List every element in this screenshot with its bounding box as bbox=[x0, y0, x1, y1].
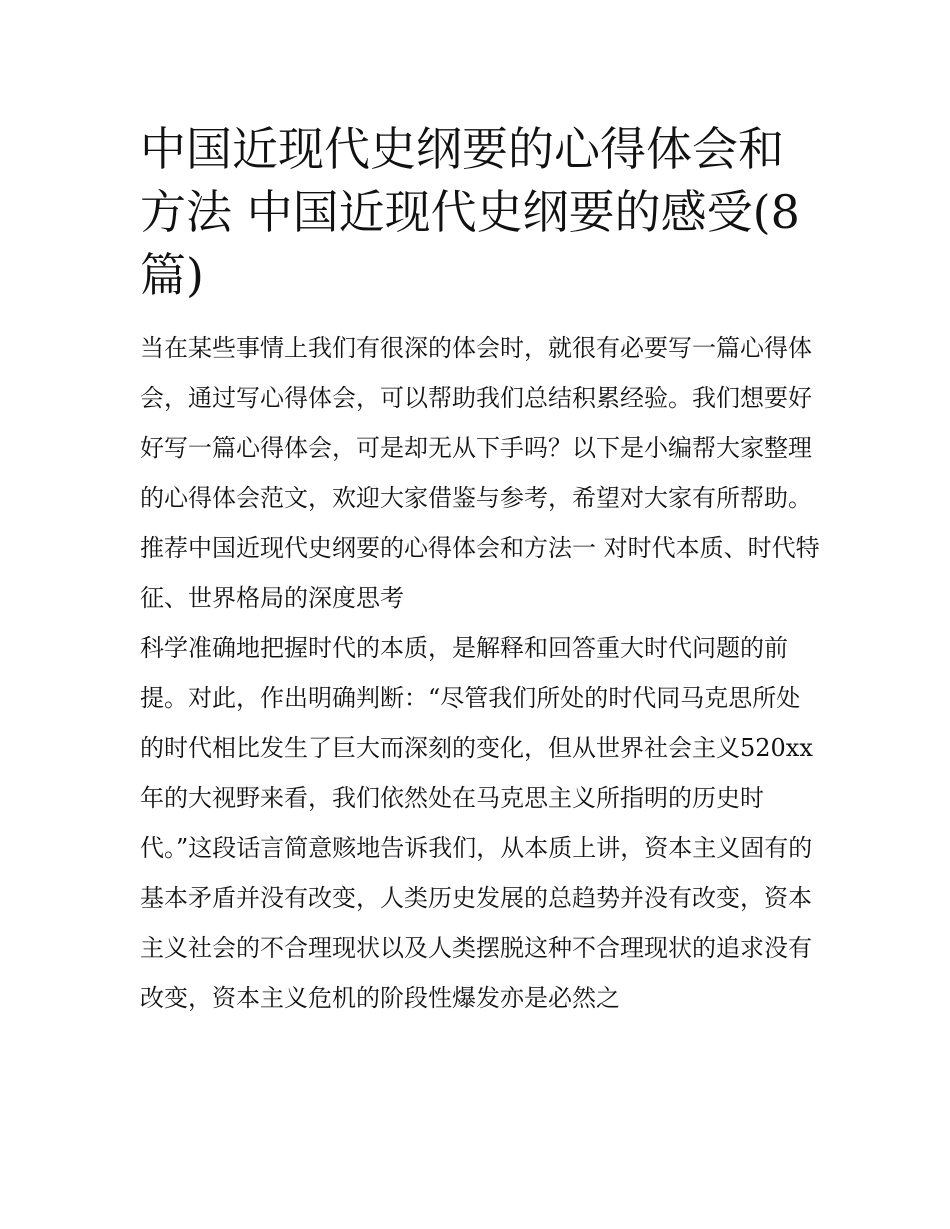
document-body bbox=[140, 118, 820, 1023]
intro-paragraph: 当在某些事情上我们有很深的体会时，就很有必要写一篇心得体会，通过写心得体会，可以帮助我们总结积累经验。我们想要好好写一篇心得体会，可是却无从下手吗？以下是小编帮大家整理的心得体会范文，欢迎大家借鉴与参考，希望对大家有所帮助。 bbox=[140, 334, 812, 512]
document-title: 中国近现代史纲要的心得体会和方法 中国近现代史纲要的感受(8篇) bbox=[140, 122, 800, 302]
body-paragraph: 科学准确地把握时代的本质，是解释和回答重大时代问题的前提。对此，作出明确判断：“尽管我们所处的时代同马克思所处的时代相比发生了巨大而深刻的变化，但从世界社会主义520xx年的大视野来看，我们依然处在马克思主义所指明的历史时代。”这段话言简意赅地告诉我们，从本质上讲，资本主义固有的基本矛盾并没有改变，人类历史发展的总趋势并没有改变，资本主义社会的不合理现状以及人类摆脱这种不合理现状的追求没有改变，资本主义危机的阶段性爆发亦是必然之 bbox=[140, 634, 813, 1012]
section-heading-paragraph: 推荐中国近现代史纲要的心得体会和方法一 对时代本质、时代特征、世界格局的深度思考 bbox=[140, 534, 820, 612]
